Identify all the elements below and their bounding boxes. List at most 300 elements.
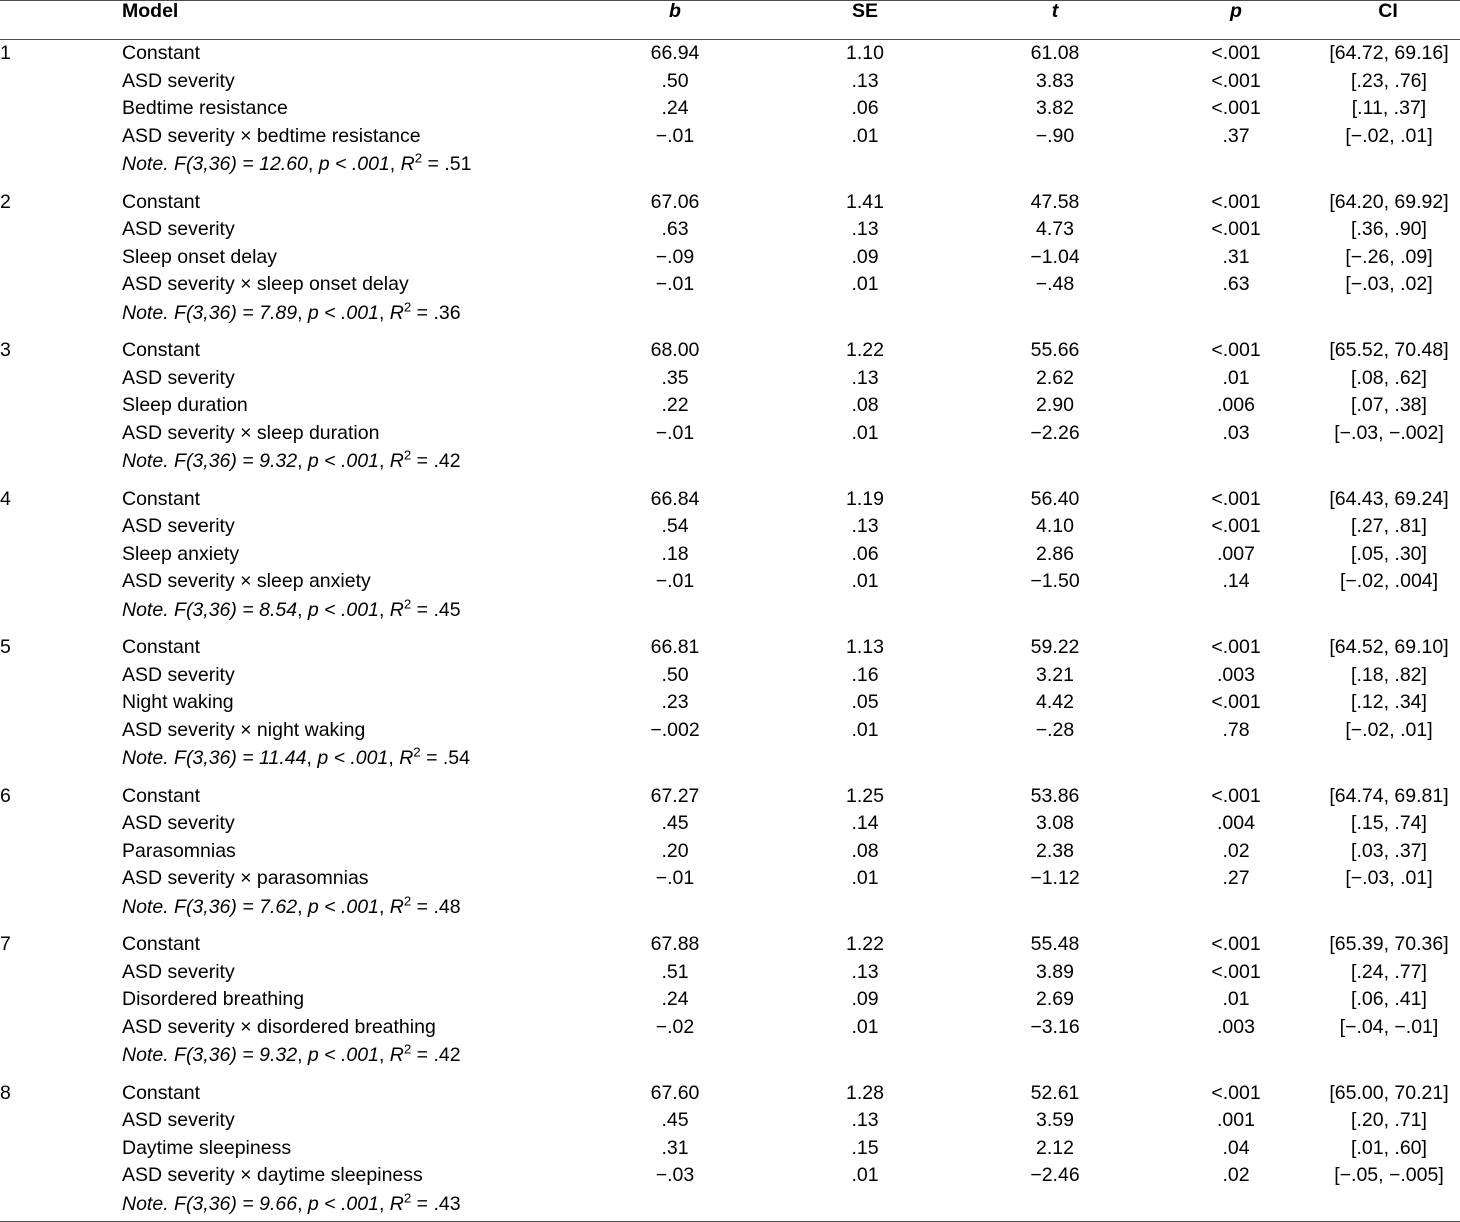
model-number-cell <box>0 513 118 541</box>
note-r-squared-exponent: 2 <box>404 448 411 463</box>
predictor-label-cell: ASD severity <box>118 810 580 838</box>
confidence-interval-cell: [64.72, 69.16] <box>1322 40 1460 68</box>
model-note-cell: Note. F(3,36) = 11.44, p < .001, $R^2 = .54$ <box>118 744 1460 776</box>
p-value-cell: .006 <box>1150 392 1322 420</box>
model-number-cell <box>0 68 118 96</box>
model-number-cell <box>0 1107 118 1135</box>
model-note-cell: Note. F(3,36) = 12.60, p < .001, $R^2 = .51$ <box>118 150 1460 182</box>
column-header-b-label: b <box>669 0 681 22</box>
t-value-cell: 3.21 <box>960 662 1150 690</box>
column-header-ci: CI <box>1322 0 1460 40</box>
p-value-cell: <.001 <box>1150 95 1322 123</box>
note-p-statistic: p < .001 <box>308 1193 379 1215</box>
note-r-squared-label: R <box>390 1193 404 1215</box>
predictor-label-cell: Constant <box>118 1073 580 1108</box>
coefficient-cell: −.02 <box>580 1014 770 1042</box>
model-number-cell <box>0 1014 118 1042</box>
standard-error-cell: .15 <box>770 1135 960 1163</box>
table-row <box>0 513 1460 541</box>
note-prefix: Note. <box>122 1193 169 1215</box>
model-note-row <box>0 893 1460 925</box>
table-row <box>0 959 1460 987</box>
header-row <box>0 0 1460 40</box>
t-value-cell: 4.73 <box>960 216 1150 244</box>
predictor-label-cell: ASD severity × night waking <box>118 717 580 745</box>
p-value-cell: .02 <box>1150 1162 1322 1190</box>
t-value-cell: 55.66 <box>960 330 1150 365</box>
t-value-cell: 3.83 <box>960 68 1150 96</box>
column-header-t-label: t <box>1052 0 1059 22</box>
t-value-cell: 4.42 <box>960 689 1150 717</box>
note-r-squared-exponent: 2 <box>413 745 420 760</box>
table-row <box>0 1162 1460 1190</box>
model-number-cell <box>0 1162 118 1190</box>
coefficient-cell: −.002 <box>580 717 770 745</box>
predictor-label-cell: Constant <box>118 776 580 811</box>
predictor-label-cell: Daytime sleepiness <box>118 1135 580 1163</box>
note-p-statistic: p < .001 <box>319 153 390 175</box>
note-equals: = <box>411 1193 433 1215</box>
t-value-cell: −2.46 <box>960 1162 1150 1190</box>
p-value-cell: <.001 <box>1150 330 1322 365</box>
predictor-label-cell: ASD severity × parasomnias <box>118 865 580 893</box>
coefficient-cell: 67.06 <box>580 182 770 217</box>
note-r-squared-label: R <box>390 896 404 918</box>
model-number-cell <box>0 810 118 838</box>
p-value-cell: .78 <box>1150 717 1322 745</box>
note-p-statistic: p < .001 <box>308 599 379 621</box>
t-value-cell: 4.10 <box>960 513 1150 541</box>
t-value-cell: 61.08 <box>960 40 1150 68</box>
t-value-cell: −1.04 <box>960 244 1150 272</box>
column-header-t <box>960 0 1150 40</box>
p-value-cell: .007 <box>1150 541 1322 569</box>
coefficient-cell: .50 <box>580 68 770 96</box>
predictor-label-cell: ASD severity <box>118 513 580 541</box>
note-r-squared-label: R <box>390 599 404 621</box>
predictor-label-cell: Parasomnias <box>118 838 580 866</box>
p-value-cell: .001 <box>1150 1107 1322 1135</box>
note-spacer-cell <box>0 447 118 479</box>
predictor-label-cell: ASD severity <box>118 365 580 393</box>
p-value-cell: <.001 <box>1150 627 1322 662</box>
predictor-label-cell: ASD severity <box>118 216 580 244</box>
predictor-label-cell: Constant <box>118 924 580 959</box>
t-value-cell: 56.40 <box>960 479 1150 514</box>
standard-error-cell: 1.19 <box>770 479 960 514</box>
standard-error-cell: 1.28 <box>770 1073 960 1108</box>
model-number-cell <box>0 568 118 596</box>
confidence-interval-cell: [.01, .60] <box>1322 1135 1460 1163</box>
table-row <box>0 568 1460 596</box>
confidence-interval-cell: [−.04, −.01] <box>1322 1014 1460 1042</box>
coefficient-cell: .45 <box>580 1107 770 1135</box>
p-value-cell: <.001 <box>1150 689 1322 717</box>
predictor-label-cell: ASD severity <box>118 959 580 987</box>
standard-error-cell: .01 <box>770 1162 960 1190</box>
coefficient-cell: 66.81 <box>580 627 770 662</box>
model-note-row <box>0 299 1460 331</box>
coefficient-cell: −.01 <box>580 271 770 299</box>
standard-error-cell: .13 <box>770 1107 960 1135</box>
note-equals: = <box>411 302 433 324</box>
table-row <box>0 1107 1460 1135</box>
note-f-statistic: F(3,36) = 9.32 <box>174 450 297 472</box>
note-r-squared-value: .54 <box>443 747 470 769</box>
coefficient-cell: −.01 <box>580 123 770 151</box>
predictor-label-cell: Sleep onset delay <box>118 244 580 272</box>
t-value-cell: 2.69 <box>960 986 1150 1014</box>
p-value-cell: .14 <box>1150 568 1322 596</box>
coefficient-cell: .22 <box>580 392 770 420</box>
coefficient-cell: .18 <box>580 541 770 569</box>
note-equals: = <box>411 896 433 918</box>
standard-error-cell: .16 <box>770 662 960 690</box>
standard-error-cell: 1.22 <box>770 924 960 959</box>
confidence-interval-cell: [64.43, 69.24] <box>1322 479 1460 514</box>
t-value-cell: 2.86 <box>960 541 1150 569</box>
table-top-rule <box>0 0 1460 1</box>
t-value-cell: −.28 <box>960 717 1150 745</box>
table-row <box>0 420 1460 448</box>
t-value-cell: 53.86 <box>960 776 1150 811</box>
table-row <box>0 365 1460 393</box>
note-spacer-cell <box>0 1190 118 1222</box>
note-r-squared-label: R <box>390 450 404 472</box>
note-prefix: Note. <box>122 896 169 918</box>
t-value-cell: 2.90 <box>960 392 1150 420</box>
p-value-cell: <.001 <box>1150 513 1322 541</box>
standard-error-cell: .01 <box>770 271 960 299</box>
confidence-interval-cell: [64.74, 69.81] <box>1322 776 1460 811</box>
model-number-cell <box>0 216 118 244</box>
predictor-label-cell: ASD severity × bedtime resistance <box>118 123 580 151</box>
note-equals: = <box>411 450 433 472</box>
model-note-row <box>0 1190 1460 1222</box>
coefficient-cell: .54 <box>580 513 770 541</box>
predictor-label-cell: ASD severity × disordered breathing <box>118 1014 580 1042</box>
table-row <box>0 216 1460 244</box>
model-number-cell: 2 <box>0 182 118 217</box>
note-spacer-cell <box>0 150 118 182</box>
model-number-cell <box>0 95 118 123</box>
table-row <box>0 986 1460 1014</box>
model-number-cell: 5 <box>0 627 118 662</box>
model-number-cell: 4 <box>0 479 118 514</box>
p-value-cell: <.001 <box>1150 479 1322 514</box>
standard-error-cell: .09 <box>770 244 960 272</box>
column-header-number <box>0 0 118 40</box>
model-number-cell: 7 <box>0 924 118 959</box>
p-value-cell: .01 <box>1150 365 1322 393</box>
table-row <box>0 479 1460 514</box>
confidence-interval-cell: [.12, .34] <box>1322 689 1460 717</box>
model-number-cell <box>0 959 118 987</box>
predictor-label-cell: Constant <box>118 479 580 514</box>
note-r-squared-label: R <box>390 302 404 324</box>
note-equals: = <box>411 599 433 621</box>
t-value-cell: −.90 <box>960 123 1150 151</box>
confidence-interval-cell: [.20, .71] <box>1322 1107 1460 1135</box>
model-number-cell: 3 <box>0 330 118 365</box>
standard-error-cell: 1.13 <box>770 627 960 662</box>
model-note-cell: Note. F(3,36) = 9.66, p < .001, $R^2 = .43$ <box>118 1190 1460 1222</box>
note-p-statistic: p < .001 <box>317 747 388 769</box>
t-value-cell: 2.38 <box>960 838 1150 866</box>
note-r-squared-value: .45 <box>433 599 460 621</box>
model-number-cell: 8 <box>0 1073 118 1108</box>
coefficient-cell: −.01 <box>580 568 770 596</box>
model-number-cell <box>0 689 118 717</box>
standard-error-cell: .13 <box>770 365 960 393</box>
table-row <box>0 123 1460 151</box>
note-prefix: Note. <box>122 599 169 621</box>
table-row <box>0 717 1460 745</box>
note-f-statistic: F(3,36) = 7.89 <box>174 302 297 324</box>
p-value-cell: <.001 <box>1150 68 1322 96</box>
table-row <box>0 1073 1460 1108</box>
predictor-label-cell: ASD severity × sleep anxiety <box>118 568 580 596</box>
predictor-label-cell: ASD severity <box>118 68 580 96</box>
coefficient-cell: .23 <box>580 689 770 717</box>
table-row <box>0 68 1460 96</box>
coefficient-cell: 66.94 <box>580 40 770 68</box>
note-r-squared-value: .36 <box>433 302 460 324</box>
model-number-cell <box>0 392 118 420</box>
model-number-cell <box>0 123 118 151</box>
p-value-cell: .004 <box>1150 810 1322 838</box>
model-number-cell <box>0 717 118 745</box>
predictor-label-cell: Constant <box>118 330 580 365</box>
coefficient-cell: 67.88 <box>580 924 770 959</box>
note-spacer-cell <box>0 893 118 925</box>
confidence-interval-cell: [65.00, 70.21] <box>1322 1073 1460 1108</box>
note-r-squared-label: R <box>401 153 415 175</box>
note-prefix: Note. <box>122 450 169 472</box>
standard-error-cell: 1.41 <box>770 182 960 217</box>
note-prefix: Note. <box>122 302 169 324</box>
standard-error-cell: 1.22 <box>770 330 960 365</box>
table-row <box>0 40 1460 68</box>
note-r-squared-value: .51 <box>444 153 471 175</box>
predictor-label-cell: Night waking <box>118 689 580 717</box>
confidence-interval-cell: [−.05, −.005] <box>1322 1162 1460 1190</box>
note-f-statistic: F(3,36) = 9.32 <box>174 1044 297 1066</box>
p-value-cell: <.001 <box>1150 216 1322 244</box>
coefficient-cell: .24 <box>580 95 770 123</box>
note-f-statistic: F(3,36) = 11.44 <box>174 747 306 769</box>
note-f-statistic: F(3,36) = 9.66 <box>174 1193 297 1215</box>
t-value-cell: −3.16 <box>960 1014 1150 1042</box>
coefficient-cell: −.01 <box>580 420 770 448</box>
p-value-cell: .31 <box>1150 244 1322 272</box>
t-value-cell: 47.58 <box>960 182 1150 217</box>
table-row <box>0 244 1460 272</box>
column-header-b <box>580 0 770 40</box>
p-value-cell: <.001 <box>1150 1073 1322 1108</box>
t-value-cell: −1.12 <box>960 865 1150 893</box>
note-p-statistic: p < .001 <box>308 1044 379 1066</box>
standard-error-cell: .14 <box>770 810 960 838</box>
p-value-cell: .03 <box>1150 420 1322 448</box>
note-prefix: Note. <box>122 747 169 769</box>
confidence-interval-cell: [.27, .81] <box>1322 513 1460 541</box>
note-equals: = <box>421 747 443 769</box>
p-value-cell: .37 <box>1150 123 1322 151</box>
confidence-interval-cell: [.08, .62] <box>1322 365 1460 393</box>
standard-error-cell: .06 <box>770 541 960 569</box>
standard-error-cell: 1.25 <box>770 776 960 811</box>
p-value-cell: .01 <box>1150 986 1322 1014</box>
coefficient-cell: .63 <box>580 216 770 244</box>
coefficient-cell: .50 <box>580 662 770 690</box>
standard-error-cell: .13 <box>770 959 960 987</box>
standard-error-cell: .08 <box>770 392 960 420</box>
standard-error-cell: .13 <box>770 216 960 244</box>
model-note-cell: Note. F(3,36) = 8.54, p < .001, $R^2 = .45$ <box>118 596 1460 628</box>
confidence-interval-cell: [65.52, 70.48] <box>1322 330 1460 365</box>
note-f-statistic: F(3,36) = 12.60 <box>174 153 308 175</box>
table-row <box>0 271 1460 299</box>
model-number-cell <box>0 541 118 569</box>
standard-error-cell: .01 <box>770 1014 960 1042</box>
standard-error-cell: .01 <box>770 420 960 448</box>
table-row <box>0 182 1460 217</box>
predictor-label-cell: Sleep duration <box>118 392 580 420</box>
coefficient-cell: .35 <box>580 365 770 393</box>
column-header-se: SE <box>770 0 960 40</box>
standard-error-cell: .13 <box>770 513 960 541</box>
model-number-cell <box>0 662 118 690</box>
coefficient-cell: 68.00 <box>580 330 770 365</box>
confidence-interval-cell: [65.39, 70.36] <box>1322 924 1460 959</box>
note-spacer-cell <box>0 299 118 331</box>
coefficient-cell: −.09 <box>580 244 770 272</box>
note-equals: = <box>422 153 444 175</box>
model-number-cell <box>0 271 118 299</box>
table-row <box>0 1135 1460 1163</box>
predictor-label-cell: Disordered breathing <box>118 986 580 1014</box>
predictor-label-cell: ASD severity × sleep onset delay <box>118 271 580 299</box>
model-note-row <box>0 744 1460 776</box>
predictor-label-cell: Constant <box>118 182 580 217</box>
model-number-cell <box>0 838 118 866</box>
predictor-label-cell: Sleep anxiety <box>118 541 580 569</box>
column-header-p <box>1150 0 1322 40</box>
note-p-statistic: p < .001 <box>308 896 379 918</box>
p-value-cell: <.001 <box>1150 776 1322 811</box>
p-value-cell: .63 <box>1150 271 1322 299</box>
confidence-interval-cell: [.03, .37] <box>1322 838 1460 866</box>
confidence-interval-cell: [−.26, .09] <box>1322 244 1460 272</box>
table-row <box>0 810 1460 838</box>
table-row <box>0 330 1460 365</box>
note-r-squared-value: .42 <box>433 1044 460 1066</box>
confidence-interval-cell: [.18, .82] <box>1322 662 1460 690</box>
coefficient-cell: .31 <box>580 1135 770 1163</box>
p-value-cell: .04 <box>1150 1135 1322 1163</box>
predictor-label-cell: ASD severity <box>118 1107 580 1135</box>
confidence-interval-cell: [.24, .77] <box>1322 959 1460 987</box>
model-note-cell: Note. F(3,36) = 9.32, p < .001, $R^2 = .42$ <box>118 1041 1460 1073</box>
note-prefix: Note. <box>122 153 169 175</box>
confidence-interval-cell: [−.03, .02] <box>1322 271 1460 299</box>
standard-error-cell: .01 <box>770 568 960 596</box>
t-value-cell: 3.89 <box>960 959 1150 987</box>
p-value-cell: <.001 <box>1150 40 1322 68</box>
confidence-interval-cell: [.07, .38] <box>1322 392 1460 420</box>
coefficient-cell: 67.60 <box>580 1073 770 1108</box>
confidence-interval-cell: [−.03, −.002] <box>1322 420 1460 448</box>
table-row <box>0 838 1460 866</box>
note-r-squared-exponent: 2 <box>404 596 411 611</box>
p-value-cell: <.001 <box>1150 182 1322 217</box>
t-value-cell: −.48 <box>960 271 1150 299</box>
table-row <box>0 689 1460 717</box>
predictor-label-cell: ASD severity × sleep duration <box>118 420 580 448</box>
predictor-label-cell: Bedtime resistance <box>118 95 580 123</box>
coefficient-cell: 67.27 <box>580 776 770 811</box>
coefficient-cell: .51 <box>580 959 770 987</box>
coefficient-cell: .20 <box>580 838 770 866</box>
confidence-interval-cell: [.05, .30] <box>1322 541 1460 569</box>
confidence-interval-cell: [64.52, 69.10] <box>1322 627 1460 662</box>
model-number-cell <box>0 365 118 393</box>
coefficient-cell: −.01 <box>580 865 770 893</box>
p-value-cell: .003 <box>1150 1014 1322 1042</box>
confidence-interval-cell: [64.20, 69.92] <box>1322 182 1460 217</box>
p-value-cell: .003 <box>1150 662 1322 690</box>
coefficient-cell: 66.84 <box>580 479 770 514</box>
note-spacer-cell <box>0 744 118 776</box>
note-r-squared-value: .43 <box>433 1193 460 1215</box>
model-note-cell: Note. F(3,36) = 7.89, p < .001, $R^2 = .36$ <box>118 299 1460 331</box>
note-prefix: Note. <box>122 1044 169 1066</box>
model-number-cell <box>0 244 118 272</box>
standard-error-cell: .05 <box>770 689 960 717</box>
model-note-cell: Note. F(3,36) = 9.32, p < .001, $R^2 = .42$ <box>118 447 1460 479</box>
table-row <box>0 392 1460 420</box>
confidence-interval-cell: [.06, .41] <box>1322 986 1460 1014</box>
t-value-cell: −2.26 <box>960 420 1150 448</box>
note-r-squared-label: R <box>390 1044 404 1066</box>
note-r-squared-exponent: 2 <box>404 1190 411 1205</box>
confidence-interval-cell: [−.02, .01] <box>1322 123 1460 151</box>
standard-error-cell: .08 <box>770 838 960 866</box>
predictor-label-cell: ASD severity <box>118 662 580 690</box>
confidence-interval-cell: [−.02, .01] <box>1322 717 1460 745</box>
t-value-cell: −1.50 <box>960 568 1150 596</box>
table-row <box>0 662 1460 690</box>
model-number-cell <box>0 865 118 893</box>
note-equals: = <box>411 1044 433 1066</box>
predictor-label-cell: ASD severity × daytime sleepiness <box>118 1162 580 1190</box>
model-note-row <box>0 596 1460 628</box>
model-number-cell: 1 <box>0 40 118 68</box>
note-spacer-cell <box>0 596 118 628</box>
note-r-squared-exponent: 2 <box>415 151 422 166</box>
table-body <box>0 40 1460 1222</box>
t-value-cell: 2.62 <box>960 365 1150 393</box>
note-r-squared-value: .48 <box>433 896 460 918</box>
note-r-squared-exponent: 2 <box>404 893 411 908</box>
table-row <box>0 865 1460 893</box>
table-row <box>0 776 1460 811</box>
standard-error-cell: .13 <box>770 68 960 96</box>
t-value-cell: 3.59 <box>960 1107 1150 1135</box>
t-value-cell: 3.82 <box>960 95 1150 123</box>
column-header-p-label: p <box>1230 0 1242 22</box>
